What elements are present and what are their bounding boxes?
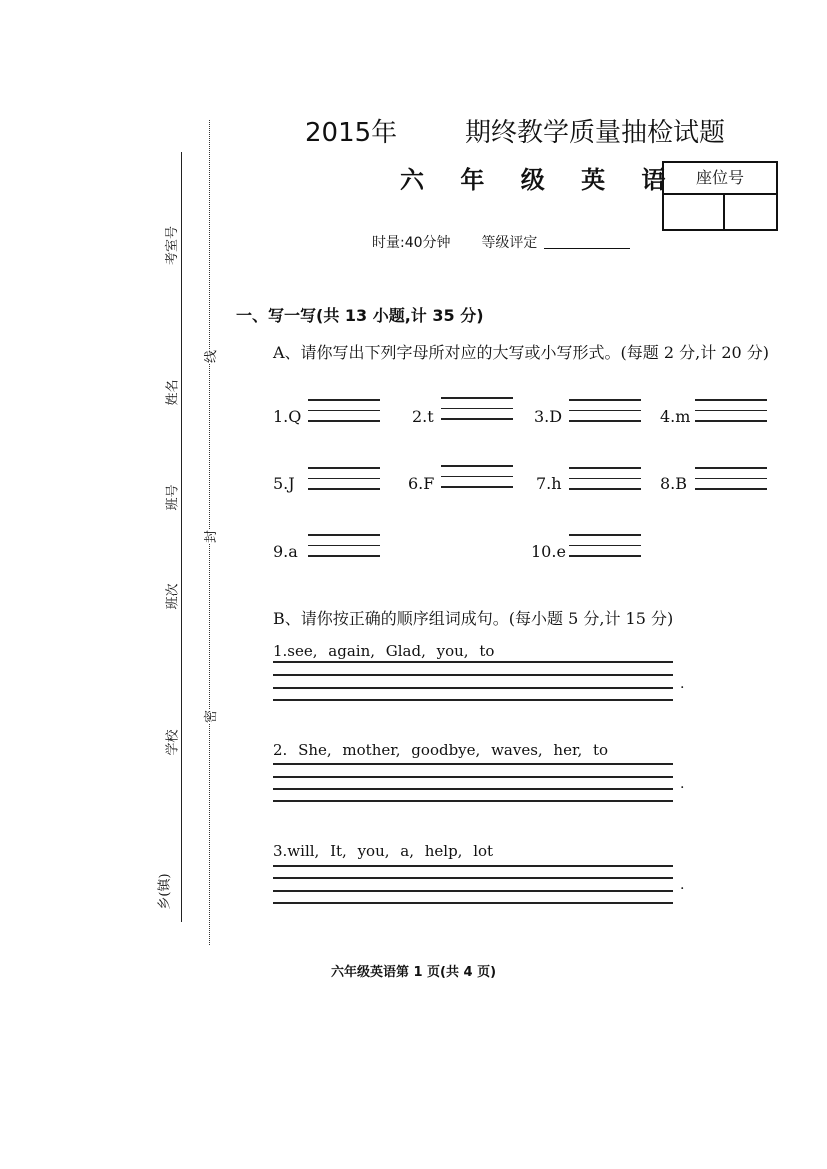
writing-line[interactable] [273,800,673,802]
time-limit: 时量:40分钟 [372,235,451,251]
exam-meta [372,232,630,252]
seat-number-label: 座位号 [664,163,776,195]
letter-label: 10.e [531,542,566,561]
writing-line[interactable] [273,661,673,663]
answer-lines[interactable] [308,467,380,499]
part-b-instruction: B、请你按正确的顺序组词成句。(每小题 5 分,计 15 分) [273,609,674,628]
writing-line[interactable] [273,788,673,790]
writing-line[interactable] [273,890,673,892]
answer-lines[interactable] [441,465,513,497]
letter-label: 9.a [273,542,298,561]
binding-line [181,152,182,922]
seal-char-secret: 密 [198,710,221,723]
exam-room-label: 考室号 [165,225,181,266]
end-mark: . [680,776,685,792]
class-number-label: 班号 [165,484,181,511]
page-footer: 六年级英语第 1 页(共 4 页) [330,965,497,980]
answer-lines[interactable] [569,467,641,499]
answer-lines[interactable] [308,399,380,431]
writing-line[interactable] [273,865,673,867]
writing-line[interactable] [273,902,673,904]
letter-label: 2.t [412,407,434,426]
letter-label: 3.D [534,407,563,426]
sentence-prompt: 3.will, It, you, a, help, lot [273,842,494,860]
writing-line[interactable] [273,687,673,689]
seat-number-divider [723,195,725,229]
answer-lines[interactable] [695,467,767,499]
writing-line[interactable] [273,674,673,676]
subject-title: 六 年 级 英 语 [400,166,680,194]
name-label: 姓名 [165,379,181,406]
end-mark: . [680,877,685,893]
class-order-label: 班次 [165,583,181,610]
school-label: 学校 [165,729,181,756]
letter-label: 7.h [536,474,562,493]
end-mark: . [680,676,685,692]
letter-label: 5.J [273,474,295,493]
writing-line[interactable] [273,699,673,701]
answer-lines[interactable] [308,534,380,566]
answer-lines[interactable] [695,399,767,431]
answer-lines[interactable] [441,397,513,429]
letter-label: 1.Q [273,407,302,426]
writing-line[interactable] [273,763,673,765]
seat-number-box [662,161,778,231]
letter-label: 4.m [660,407,691,426]
answer-lines[interactable] [569,534,641,566]
sentence-prompt: 2. She, mother, goodbye, waves, her, to [273,741,609,759]
letter-label: 6.F [408,474,435,493]
letter-label: 8.B [660,474,688,493]
township-label: 乡(镇) [157,873,173,910]
writing-line[interactable] [273,877,673,879]
grade-label: 等级评定 [481,235,538,251]
seal-char-line: 线 [198,350,221,363]
section-title: 一、写一写(共 13 小题,计 35 分) [236,306,484,325]
grade-blank[interactable] [544,236,630,249]
writing-line[interactable] [273,776,673,778]
part-a-instruction: A、请你写出下列字母所对应的大写或小写形式。(每题 2 分,计 20 分) [273,343,770,362]
exam-year: 2015年 [305,118,398,148]
sentence-prompt: 1.see, again, Glad, you, to [273,642,495,660]
exam-title-text: 期终教学质量抽检试题 [465,118,726,148]
exam-title [305,112,725,152]
seal-char-seal: 封 [198,530,221,543]
answer-lines[interactable] [569,399,641,431]
